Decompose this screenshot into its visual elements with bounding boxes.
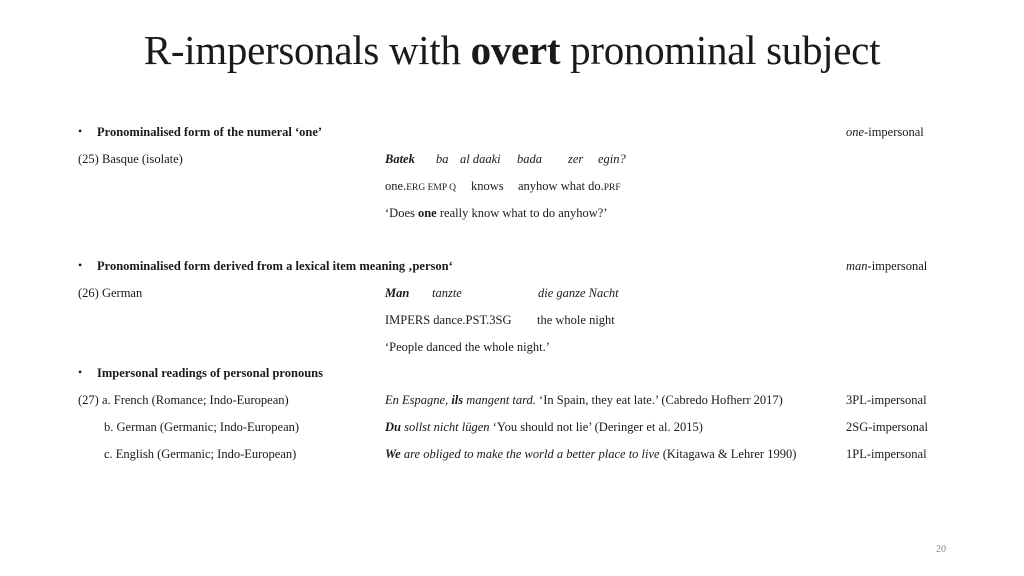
example-26-label: (26) German <box>78 286 143 300</box>
gloss-word: die ganze Nacht <box>538 286 619 300</box>
gloss-word: IMPERS dance.PST.3SG <box>385 313 512 327</box>
tag-1pl-impersonal: 1PL-impersonal <box>846 447 927 461</box>
bullet-icon: • <box>78 258 83 272</box>
gloss-word: tanzte <box>432 286 462 300</box>
gloss-word: zer <box>568 152 584 166</box>
bullet-icon: • <box>78 365 83 379</box>
section-heading-pronouns: Impersonal readings of personal pronouns <box>97 366 323 380</box>
tag-man-impersonal: man-impersonal <box>846 259 928 273</box>
gloss-word: Man <box>385 286 410 300</box>
tag-2sg-impersonal: 2SG-impersonal <box>846 420 928 434</box>
page-number: 20 <box>936 544 946 555</box>
example-27a-label: (27) a. French (Romance; Indo-European) <box>78 393 289 407</box>
slide-title: R-impersonals with overt pronominal subject <box>143 27 881 73</box>
tag-one-impersonal: one-impersonal <box>846 125 924 139</box>
example-27c-sentence: We are obliged to make the world a better place to live (Kitagawa & Lehrer 1990) <box>385 447 797 461</box>
gloss-word: the whole night <box>537 313 615 327</box>
example-25-label: (25) Basque (isolate) <box>78 152 183 166</box>
example-27a-sentence: En Espagne, ils mangent tard. ‘In Spain, they eat late.’ (Cabredo Hofherr 2017) <box>385 393 783 407</box>
gloss-word: bada <box>517 152 542 166</box>
gloss-word: knows <box>471 179 504 193</box>
gloss-line-2: one.ERG EMP Q <box>385 179 456 193</box>
example-27b-label: b. German (Germanic; Indo-European) <box>104 420 300 434</box>
example-27b-sentence: Du sollst nicht lügen ‘You should not lie’ (Deringer et al. 2015) <box>385 420 703 434</box>
bullet-icon: • <box>78 124 83 138</box>
gloss-word: al daaki <box>460 152 501 166</box>
translation-26: ‘People danced the whole night.’ <box>385 340 550 354</box>
gloss-word: Batek <box>385 152 415 166</box>
gloss-word: anyhow what do.PRF <box>518 179 621 193</box>
gloss-word: ba <box>436 152 449 166</box>
gloss-word: egin? <box>598 152 626 166</box>
tag-3pl-impersonal: 3PL-impersonal <box>846 393 927 407</box>
section-heading-one: Pronominalised form of the numeral ‘one’ <box>97 125 323 139</box>
translation-25: ‘Does one really know what to do anyhow?’ <box>385 206 608 220</box>
section-heading-person: Pronominalised form derived from a lexical item meaning ‚person‘ <box>97 259 453 273</box>
example-27c-label: c. English (Germanic; Indo-European) <box>104 447 297 461</box>
